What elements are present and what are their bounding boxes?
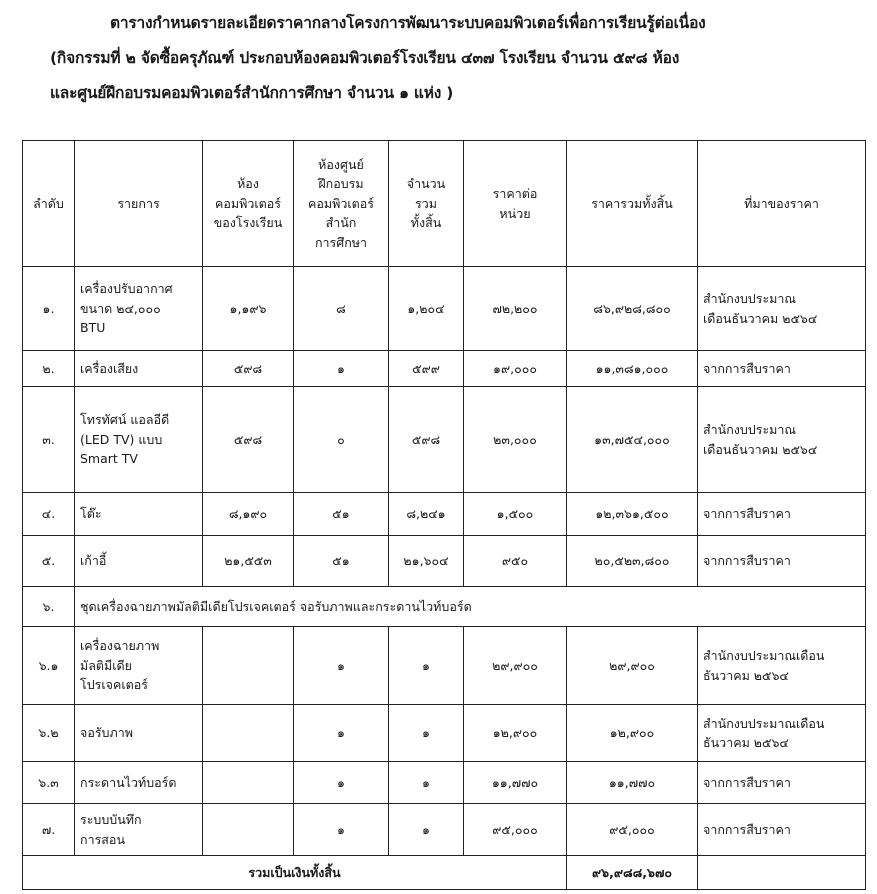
cell-no: ๗. xyxy=(23,804,75,856)
title-line-1: ตารางกำหนดรายละเอียดราคากลางโครงการพัฒนาระบบคอมพิวเตอร์เพื่อการเรียนรู้ต่อเนื่อง xyxy=(110,14,706,32)
cell-no: ๔. xyxy=(23,493,75,536)
cell-total-price: ๒๐,๕๒๓,๘๐๐ xyxy=(567,536,698,587)
cell-school-rooms: ๕๙๘ xyxy=(203,351,294,387)
cell-unit-price: ๑๙,๐๐๐ xyxy=(464,351,567,387)
title-line-2: (กิจกรรมที่ ๒ จัดซื้อครุภัณฑ์ ประกอบห้องคอมพิวเตอร์โรงเรียน ๔๓๗ โรงเรียน จำนวน ๕๙๘ ห้อง xyxy=(50,49,680,67)
cell-item: เครื่องฉายภาพ มัลติมีเดีย โปรเจคเตอร์ xyxy=(75,627,203,705)
cell-price-source: จากการสืบราคา xyxy=(698,804,866,856)
table-header-row xyxy=(23,141,866,267)
cell-price-source: จากการสืบราคา xyxy=(698,762,866,804)
header-total-price: ราคารวมทั้งสิ้น xyxy=(567,141,698,267)
table-row xyxy=(23,387,866,493)
header-unit-price: ราคาต่อ หน่วย xyxy=(464,141,567,267)
table-row xyxy=(23,627,866,705)
header-item: รายการ xyxy=(75,141,203,267)
table-row xyxy=(23,762,866,804)
cell-training-center: ๐ xyxy=(294,387,389,493)
cell-item: โต๊ะ xyxy=(75,493,203,536)
cell-price-source: จากการสืบราคา xyxy=(698,493,866,536)
cell-unit-price: ๑,๕๐๐ xyxy=(464,493,567,536)
cell-unit-price: ๒๙,๙๐๐ xyxy=(464,627,567,705)
cell-total-qty: ๒๑,๖๐๔ xyxy=(389,536,464,587)
cell-price-source: สำนักงบประมาณเดือน ธันวาคม ๒๕๖๔ xyxy=(698,627,866,705)
cell-total-price: ๑๒,๓๖๑,๕๐๐ xyxy=(567,493,698,536)
total-label: รวมเป็นเงินทั้งสิ้น xyxy=(23,856,567,890)
cell-training-center: ๘ xyxy=(294,267,389,351)
cell-item: เก้าอี้ xyxy=(75,536,203,587)
section-label: ชุดเครื่องฉายภาพมัลติมีเดียโปรเจคเตอร์ จอรับภาพและกระดานไวท์บอร์ด xyxy=(75,587,866,627)
cell-school-rooms: ๒๑,๕๕๓ xyxy=(203,536,294,587)
cell-price-source: สำนักงบประมาณ เดือนธันวาคม ๒๕๖๔ xyxy=(698,387,866,493)
cell-total-price: ๑๑,๗๗๐ xyxy=(567,762,698,804)
total-empty-cell xyxy=(698,856,866,890)
cell-unit-price: ๙๕,๐๐๐ xyxy=(464,804,567,856)
header-training-center: ห้องศูนย์ ฝึกอบรม คอมพิวเตอร์ สำนัก การศึกษา xyxy=(294,141,389,267)
cell-total-qty: ๑ xyxy=(389,762,464,804)
cell-item: โทรทัศน์ แอลอีดี (LED TV) แบบ Smart TV xyxy=(75,387,203,493)
cell-unit-price: ๒๓,๐๐๐ xyxy=(464,387,567,493)
cell-training-center: ๑ xyxy=(294,762,389,804)
cell-unit-price: ๑๒,๙๐๐ xyxy=(464,705,567,762)
table-row xyxy=(23,267,866,351)
cell-school-rooms: ๘,๑๙๐ xyxy=(203,493,294,536)
cell-total-price: ๙๕,๐๐๐ xyxy=(567,804,698,856)
cell-total-qty: ๘,๒๔๑ xyxy=(389,493,464,536)
cell-item: เครื่องเสียง xyxy=(75,351,203,387)
cell-total-qty: ๕๙๘ xyxy=(389,387,464,493)
cell-no: ๑. xyxy=(23,267,75,351)
cell-school-rooms xyxy=(203,705,294,762)
cell-total-qty: ๑ xyxy=(389,705,464,762)
cell-price-source: สำนักงบประมาณ เดือนธันวาคม ๒๕๖๔ xyxy=(698,267,866,351)
cell-school-rooms xyxy=(203,762,294,804)
cell-total-price: ๒๙,๙๐๐ xyxy=(567,627,698,705)
table-row xyxy=(23,351,866,387)
cell-no: ๖.๑ xyxy=(23,627,75,705)
cell-price-source: จากการสืบราคา xyxy=(698,536,866,587)
cell-price-source: สำนักงบประมาณเดือน ธันวาคม ๒๕๖๔ xyxy=(698,705,866,762)
cell-training-center: ๑ xyxy=(294,804,389,856)
cell-unit-price: ๙๕๐ xyxy=(464,536,567,587)
price-table xyxy=(22,140,866,890)
cell-school-rooms: ๕๙๘ xyxy=(203,387,294,493)
header-school-rooms: ห้อง คอมพิวเตอร์ ของโรงเรียน xyxy=(203,141,294,267)
cell-training-center: ๑ xyxy=(294,627,389,705)
cell-total-qty: ๑,๒๐๔ xyxy=(389,267,464,351)
table-row xyxy=(23,536,866,587)
header-price-source: ที่มาของราคา xyxy=(698,141,866,267)
cell-total-price: ๑๒,๙๐๐ xyxy=(567,705,698,762)
cell-unit-price: ๗๒,๒๐๐ xyxy=(464,267,567,351)
cell-price-source: จากการสืบราคา xyxy=(698,351,866,387)
total-row xyxy=(23,856,866,890)
cell-item: เครื่องปรับอากาศ ขนาด ๒๔,๐๐๐ BTU xyxy=(75,267,203,351)
cell-total-qty: ๑ xyxy=(389,627,464,705)
cell-no: ๕. xyxy=(23,536,75,587)
cell-no: ๓. xyxy=(23,387,75,493)
cell-training-center: ๑ xyxy=(294,351,389,387)
cell-total-qty: ๕๙๙ xyxy=(389,351,464,387)
cell-no: ๖.๓ xyxy=(23,762,75,804)
cell-item: ระบบบันทึก การสอน xyxy=(75,804,203,856)
title-line-3: และศูนย์ฝึกอบรมคอมพิวเตอร์สำนักการศึกษา จำนวน ๑ แห่ง ) xyxy=(50,84,454,102)
cell-no: ๖. xyxy=(23,587,75,627)
cell-no: ๖.๒ xyxy=(23,705,75,762)
header-no: ลำดับ xyxy=(23,141,75,267)
cell-training-center: ๕๑ xyxy=(294,493,389,536)
cell-total-price: ๘๖,๙๒๘,๘๐๐ xyxy=(567,267,698,351)
cell-school-rooms: ๑,๑๙๖ xyxy=(203,267,294,351)
table-row xyxy=(23,804,866,856)
cell-item: จอรับภาพ xyxy=(75,705,203,762)
table-row xyxy=(23,705,866,762)
header-total-qty: จำนวน รวม ทั้งสิ้น xyxy=(389,141,464,267)
section-row xyxy=(23,587,866,627)
cell-total-price: ๑๑,๓๘๑,๐๐๐ xyxy=(567,351,698,387)
cell-total-qty: ๑ xyxy=(389,804,464,856)
cell-training-center: ๑ xyxy=(294,705,389,762)
cell-no: ๒. xyxy=(23,351,75,387)
total-value: ๙๖,๙๘๘,๖๗๐ xyxy=(567,856,698,890)
cell-school-rooms xyxy=(203,627,294,705)
cell-unit-price: ๑๑,๗๗๐ xyxy=(464,762,567,804)
cell-total-price: ๑๓,๗๕๔,๐๐๐ xyxy=(567,387,698,493)
cell-item: กระดานไวท์บอร์ด xyxy=(75,762,203,804)
table-row xyxy=(23,493,866,536)
cell-school-rooms xyxy=(203,804,294,856)
cell-training-center: ๕๑ xyxy=(294,536,389,587)
